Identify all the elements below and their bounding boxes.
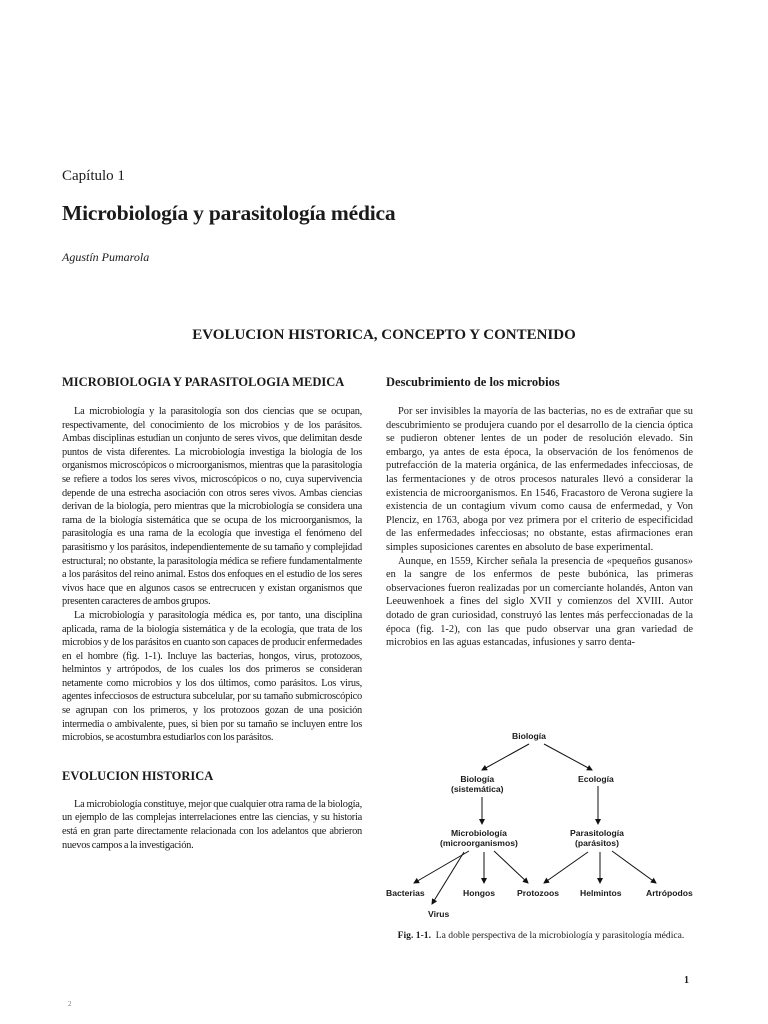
right-column [386, 375, 693, 650]
paragraph-discovery: Por ser invisibles la mayoría de las bacterias, no es de extrañar que su descubrimiento se produjera cuando por el desarrollo de la ciencia óptica se pudieron obtener lentes de un poder de resolución elevado. Sin embargo, ya antes de esta época, la observación de los fenómenos de putrefacción de la materia orgánica, de las enfermedades infecciosas, de las fermentaciones y de otros procesos naturales llevó a considerar la existencia de microorganismos. En 1546, Fracastoro de Verona sugiere la existencia de un contagium vivum como causa de enfermedad, y Von Plenciz, en 1763, aboga por vez primera por el criterio de especificidad de las enfermedades infecciosas; no obstante, estas afirmaciones eran simples suposiciones carentes en absoluto de base experimental. [386, 406, 693, 553]
node-protozoos: Protozoos [517, 888, 560, 898]
arrow-para-protozoos [544, 852, 588, 883]
node-virus: Virus [428, 909, 450, 919]
node-microbiologia-line1: Microbiología [450, 828, 507, 838]
heading-descubrimiento: Descubrimiento de los microbios [386, 375, 560, 389]
left-column [62, 375, 362, 852]
chapter-title: Microbiología y parasitología médica [62, 201, 396, 225]
node-microbiologia-line2: (microorganismos) [440, 838, 518, 848]
arrow-micro-virus [432, 852, 464, 904]
margin-mark: 2 [68, 1000, 72, 1008]
node-biologia: Biología [512, 731, 546, 741]
node-parasitologia-line1: Parasitología [570, 828, 624, 838]
chapter-label: Capítulo 1 [62, 168, 125, 184]
arrow-micro-protozoos [494, 851, 528, 883]
node-artropodos: Artrópodos [646, 888, 693, 898]
arrow-para-artropodos [612, 851, 656, 883]
node-parasitologia [570, 828, 624, 848]
node-hongos: Hongos [463, 888, 495, 898]
node-bacterias: Bacterias [386, 888, 425, 898]
paragraph-history-intro: La microbiología constituye, mejor que cualquier otra rama de la biología, un ejemplo de las complejas interrelaciones entre las ciencias, y su historia está en gran parte directamente relacionada con los adelantos que abrieron nuevos campos a la investigación. [62, 798, 362, 851]
arrow-micro-bacterias [414, 851, 469, 883]
paragraph-leeuwenhoek: Aunque, en 1559, Kircher señala la presencia de «pequeños gusanos» en la sangre de los enfermos de peste bubónica, las primeras observaciones fueron realizadas por un comerciante holandés, Anton van Leeuwenhoek a fines del siglo XVII y comienzos del XVIII. Autor dotado de gran curiosidad, construyó las lentes más perfeccionadas de la época (fig. 1-2), con las que pudo observar una gran variedad de microbios en las aguas estancadas, infusiones y sarro denta- [386, 555, 693, 649]
figure-caption-text: La doble perspectiva de la microbiología y parasitología médica. [435, 930, 685, 941]
node-helmintos: Helmintos [580, 888, 622, 898]
node-microbiologia [440, 828, 518, 848]
arrow-biologia-sistematica [482, 744, 529, 770]
node-parasitologia-line2: (parásitos) [575, 838, 619, 848]
node-biologia-sistematica-line2: (sistemática) [451, 784, 504, 794]
figure-caption [384, 930, 698, 942]
diagram-arrows [384, 728, 698, 928]
heading-evolucion-historica: EVOLUCION HISTORICA [62, 768, 214, 783]
node-biologia-sistematica-line1: Biología [460, 774, 495, 784]
heading-microbiologia-parasitologia: MICROBIOLOGIA Y PARASITOLOGIA MEDICA [62, 375, 345, 389]
node-biologia-sistematica [451, 774, 504, 794]
figure-1-1-diagram [384, 728, 698, 963]
section-title: EVOLUCION HISTORICA, CONCEPTO Y CONTENIDO [192, 327, 576, 343]
page-number: 1 [684, 975, 689, 986]
paragraph-applied-discipline: La microbiología y parasitología médica es, por tanto, una disciplina aplicada, rama de la biología sistemática y de la ecología, que trata de los microbios y de los parásitos en cuanto son capaces de producir enfermedades en el hombre (fig. 1-1). Incluye las bacterias, hongos, virus, protozoos, helmintos y artrópodos, de los cuales los dos primeros se consideran netamente como microbios y los dos últimos, como parásitos. Los virus, agentes infecciosos de estructura subcelular, por su tamaño submicroscópico se agrupan con los primeros, y los protozoos gozan de una posición intermedia o ambivalente, pues, si bien por su tamaño se incluyen entre los microbios, se acostumbra estudiarlos con los parásitos. [62, 609, 362, 744]
arrow-biologia-ecologia [544, 744, 592, 770]
author-name: Agustín Pumarola [62, 250, 150, 264]
figure-caption-label: Fig. 1-1. [397, 930, 431, 941]
node-ecologia: Ecología [578, 774, 614, 784]
paragraph-definition: La microbiología y la parasitología son dos ciencias que se ocupan, respectivamente, del conocimiento de los microbios y de los parásitos. Ambas disciplinas estudian un conjunto de seres vivos, que delimitan desde puntos de vista diferentes. La microbiología investiga la biología de los organismos microscópicos o microorganismos, mientras que la parasitología se refiere a todos los seres vivos, microscópicos o no, cuya supervivencia depende de una estrecha asociación con otros seres vivos. Ambas ciencias derivan de la biología, pero mientras que la microbiología se considera una rama de la biología sistemática que se ocupa de los microorganismos, la parasitología es una rama de la ecología que investiga el fenómeno del parasitismo y los parásitos, independientemente de su tamaño y complejidad estructural; no obstante, la parasitología médica se refiere fundamentalmente a los parásitos del reino animal. Estos dos enfoques en el estudio de los seres vivos hace que en algunos casos se entrecrucen y existan organismos que presenten caracteres de ambos grupos. [62, 406, 362, 608]
